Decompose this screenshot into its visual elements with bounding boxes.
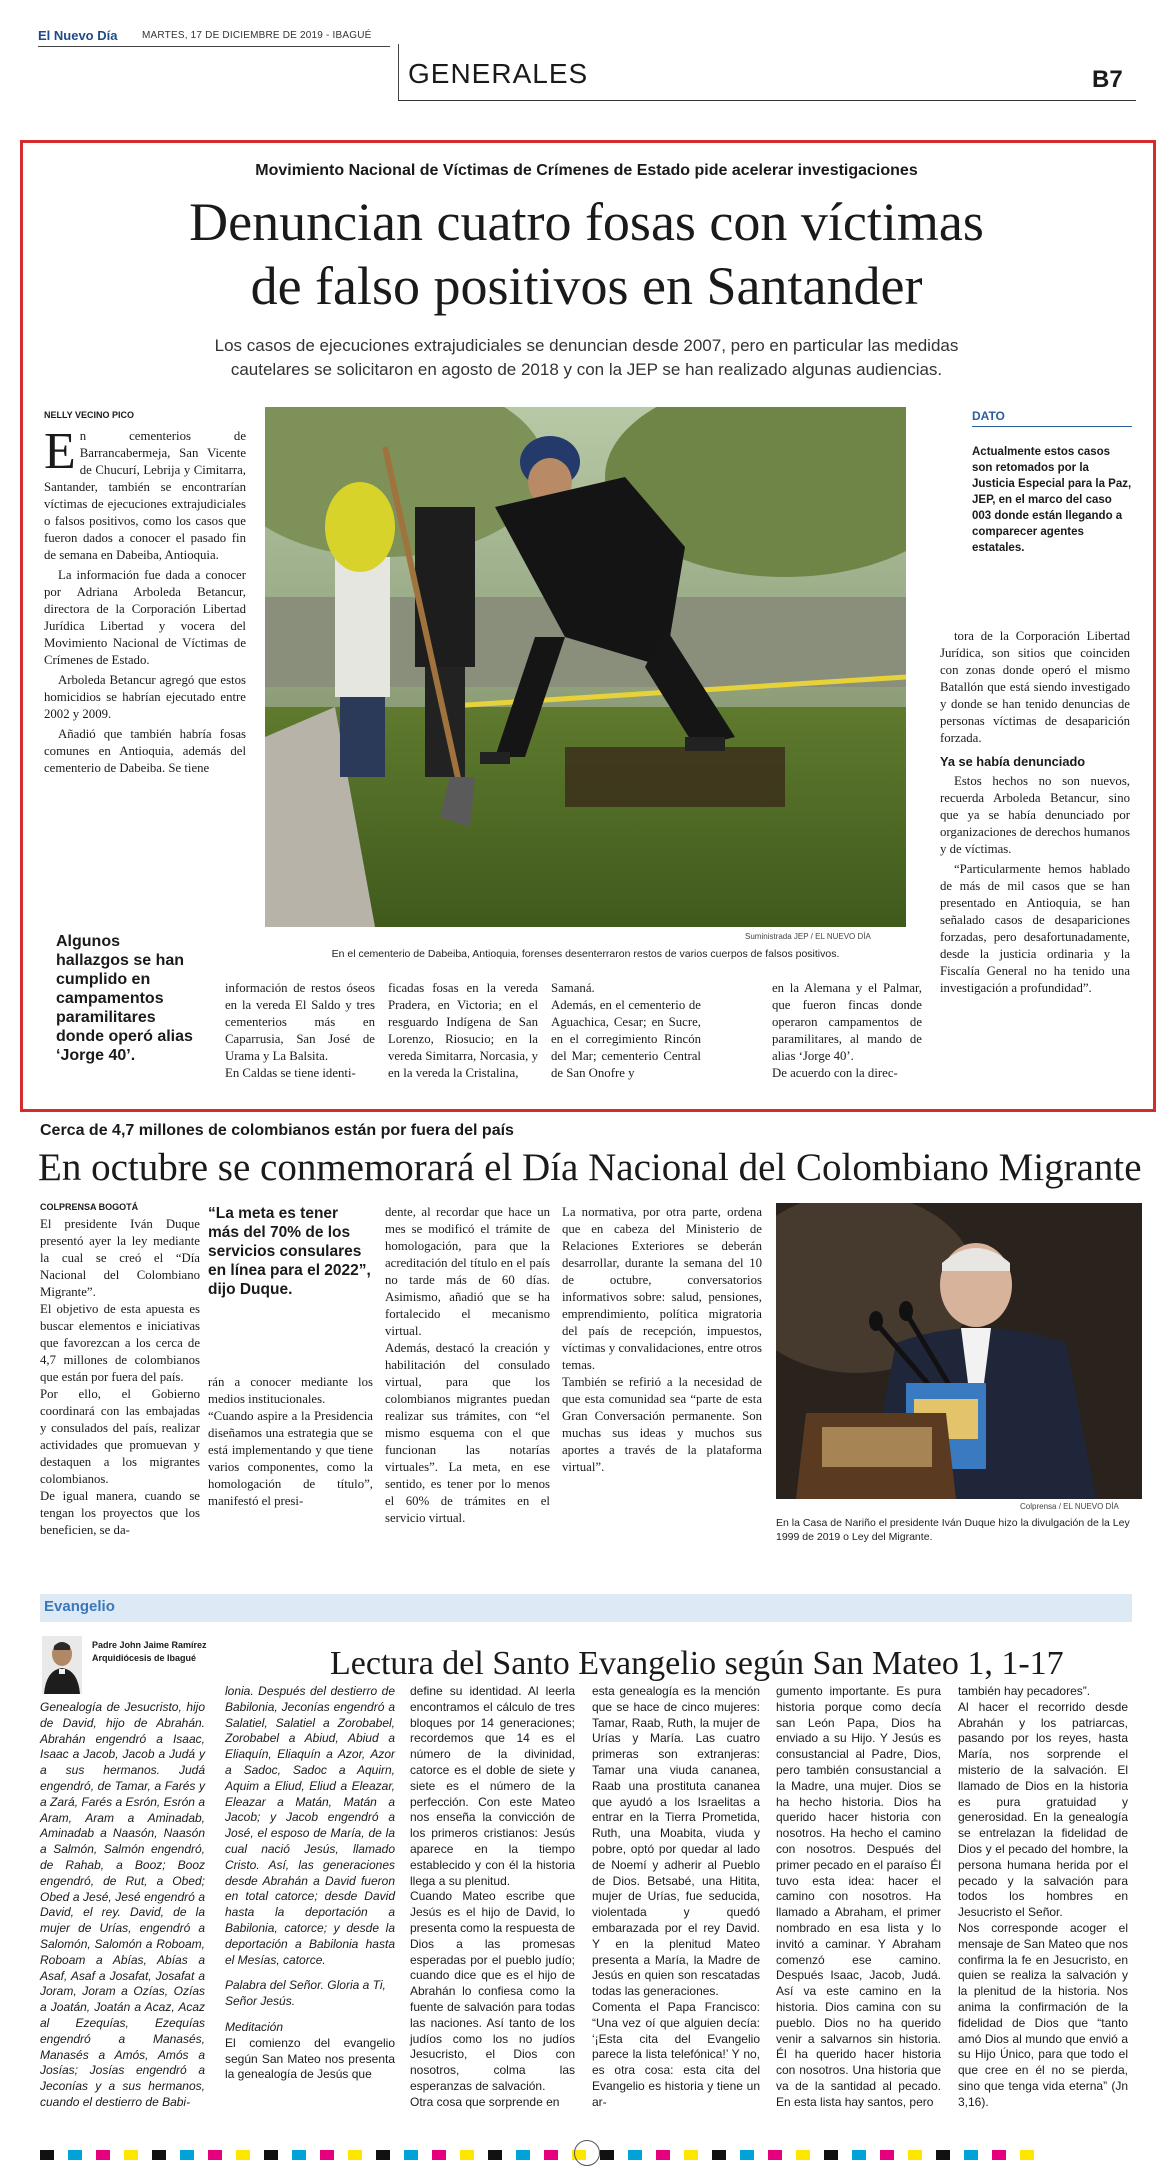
article1-headline-line2: de falso positivos en Santander [250,256,923,316]
dato-rule [972,426,1132,427]
article2-col3: dente, al recordar que hace un mes se modificó el trámite de homologación, para que la acreditación del título en el país no tarde más de 60 días. Asimismo, añadió que se ha fortalecido el mecanismo virtual. Además, destacó la creación y habilitación del consulado virtual, para que los colombianos migrantes puedan realizar sus trámites, con “el mismo esquema con el que funcionan las notarías virtuales”. La meta, en ese sentido, es tener por lo menos el 60% de trámites en el servicio virtual. [385,1205,550,1525]
author-avatar [42,1636,82,1694]
article1-pullquote: Algunos hallazgos se han cumplido en campamentos paramilitares donde operó alias ‘Jorge 40’. [56,933,193,1064]
article2-photo-credit: Colprensa / EL NUEVO DÍA [1020,1502,1119,1511]
subhead: Ya se había denunciado [940,754,1086,769]
dropcap: E [44,423,76,480]
registration-mark-icon [574,2140,600,2166]
col2-tail: El comienzo del evangelio según San Mateo nos presenta la genealogía de Jesús que [225,2035,395,2082]
article3-col6: también hay pecadores”. Al hacer el recorrido desde Abrahán y los patriarcas, pasando por los reyes, hasta María, nos sorprende el misterio de la salvación. El llamado de Dios en la historia es pura gratuidad y generosidad. En la genealogía se entrelazan la fidelidad de Dios y el pecado del hombre, la persona humana herida por el pecado y la salvación para todos los hombres en Jesucristo el Señor. Nos corresponde acoger el mensaje de San Mateo que nos confirma la fe en Jesucristo, en quien se realiza la salvación y la plenitud de la historia. Nos anima la confirmación de la fidelidad de Dios que “tanto amó Dios al mundo que envió a su Hijo Único, para que todo el que cree en él no se pierda, sino que tenga vida eterna” (Jn 3,16). [958,1684,1128,2109]
article1-deck-line2: cautelares se solicitaron en agosto de 2018 y con la JEP se han realizado algunas audiencias. [230,360,943,379]
masthead-rule [398,100,1136,101]
article1-deck-line1: Los casos de ejecuciones extrajudiciales se denuncian desde 2007, pero en particular las medidas [214,336,959,355]
article3-col2 [225,1684,395,2083]
col2-closing: Palabra del Señor. Gloria a Ti, Señor Jesús. [225,1978,386,2009]
article2-headline: En octubre se conmemorará el Día Nacional del Colombiano Migrante [38,1146,1142,1189]
article1-kicker: Movimiento Nacional de Víctimas de Crímenes de Estado pide acelerar investigaciones [255,162,918,179]
masthead-logo: El Nuevo Día [38,28,118,43]
article1-photo-credit: Suministrada JEP / EL NUEVO DÍA [745,932,871,941]
article2-photo-caption: En la Casa de Nariño el presidente Iván Duque hizo la divulgación de la Ley 1999 de 2019 o Ley del Migrante. [776,1517,1130,1543]
article1-byline: NELLY VECINO PICO [44,410,135,420]
evangelio-band [40,1594,1132,1622]
masthead-date: MARTES, 17 DE DICIEMBRE DE 2019 - IBAGUÉ [142,30,372,41]
article2-col2: rán a conocer mediante los medios institucionales. “Cuando aspire a la Presidencia diseñamos una estrategia que se está implementando y que tiene varios componentes, como la homologación de título”, manifestó el presi- [208,1375,373,1508]
article2-byline: COLPRENSA BOGOTÁ [40,1202,139,1212]
author-name: Padre John Jaime Ramírez [92,1640,207,1650]
dato-text: Actualmente estos casos son retomados por la Justicia Especial para la Paz, JEP, en el marco del caso 003 donde están llegando a comparecer agentes estatales. [972,446,1132,554]
article1-bottom-col4: en la Alemana y el Palmar, que fueron fincas donde operaron campamentos de paramilitares, al mando de alias ‘Jorge 40’. De acuerdo con la direc- [772,981,922,1080]
col2-subhead: Meditación [225,2019,284,2034]
article1-bottom-col3: Samaná. Además, en el cementerio de Aguachica, Cesar; en Sucre, en el corregimiento Rincón del Mar; cementerio Central de San Onofre y [551,981,701,1080]
article1-photo [265,407,906,927]
article1-col1: En cementerios de Barrancabermeja, San Vicente de Chucurí, Lebrija y Cimitarra, Santander, también se encontrarían víctimas de ejecuciones extrajudiciales o falsos positivos, como los casos que fueron dados a conocer el pasado fin de semana en Dabeiba, Antioquia. La información fue dada a conocer por Adriana Arboleda Betancur, directora de la Corporación Libertad Jurídica Libertad y vocera del Movimiento Nacional de Víctimas de Crímenes de Estado. Arboleda Betancur agregó que estos homicidios se habrían ejecutado entre 2002 y 2009. Añadió que también habría fosas comunes en Antioquia, además del cementerio de Dabeiba. Se tiene [44,423,246,775]
article3-col5: gumento importante. Es pura historia porque como decía san León Papa, Dios ha enviado a su Hijo. Y Jesús es consustancial al Padre, Dios, pero también consustancial a la Madre, una mujer. Dios se ha hecho historia. Dios ha querido hacer historia con nosotros. Ha hecho el camino con nosotros. Después del primer pecado en el paraíso Él tuvo esta idea: hacer el camino con nosotros. Ha llamado a Abraham, el primer nombrado en esa lista y lo invitó a caminar. Y Abraham comenzó ese camino. Después Isaac, Jacob, Judá. Así va este camino en la historia. Dios camina con su pueblo. Dios no ha querido venir a salvarnos sin historia. Él ha querido hacer historia con nosotros. Una historia que va de la santidad al pecado. En esta lista hay santos, pero [776,1684,941,2109]
article1-photo-caption: En el cementerio de Dabeiba, Antioquia, forenses desenterraron restos de varios cuerpos de falsos positivos. [331,948,840,960]
dato-label: DATO [972,409,1005,423]
section-title: GENERALES [408,58,589,89]
article2-kicker: Cerca de 4,7 millones de colombianos están por fuera del país [40,1122,514,1139]
masthead-rule-short [38,46,390,47]
author-title: Arquidiócesis de Ibagué [92,1653,197,1663]
article3-col3: define su identidad. Al leerla encontramos el cálculo de tres bloques por 14 generaciones; recordemos que 14 es el número de la divinidad, catorce es el doble de siete y siete es el número de la perfección. Con este Mateo nos enseña la convicción de los primeros cristianos: Jesús aparece en la tiempo establecido y con él la historia llega a su plenitud. Cuando Mateo escribe que Jesús es el hijo de David, lo presenta como la respuesta de Dios a las promesas esperadas por el pueblo judío; cuando dice que es el hijo de Abrahán lo confiesa como la fuente de salvación para todas las naciones. Así tanto de los judíos como los no judíos Jesucristo, el Dios con nosotros, colma las esperanzas de salvación. Otra cosa que sorprende en [410,1684,575,2109]
article1-bottom-col1: información de restos óseos en la vereda El Saldo y tres cementerios más en Caparrusia, San José de Urama y La Balsita. En Caldas se tiene identi- [225,981,375,1080]
col2-genealogy: lonia. Después del destierro de Babilonia, Jeconías engendró a Salatiel, Salatiel a Zorobabel, Zorobabel a Abiud, Abiud a Eliaquín, Eliaquín a Azor, Azor a Sadoc, Sadoc a Aquirn, Aquim a Eliud, Eliud a Eleazar, Eleazar a Matán, Matán a Jacob; y Jacob engendró a José, el esposo de María, de la cual nació Jesús, llamado Cristo. Así, las generaciones desde Abrahán a David fueron en total catorce; desde David hasta la deportación a Babilonia, catorce; y desde la deportación a Babilonia hasta el Mesías, catorce. [225,1684,395,1967]
evangelio-section-label: Evangelio [44,1598,115,1615]
article1-headline-line1: Denuncian cuatro fosas con víctimas [189,192,984,252]
article2-photo [776,1203,1142,1499]
article2-col4: La normativa, por otra parte, ordena que en cabeza del Ministerio de Relaciones Exteriores se deberán desarrollar, durante la semana del 10 de octubre, conversatorios informativos sobre: salud, pensiones, emprendimiento, política migratoria del país de recepción, impuestos, víctimas y convalidaciones, entre otros temas. También se refirió a la necesidad de que esta comunidad sea “parte de esta Gran Conversación permanente. Son muchas sus ideas y muchos sus aportes a través de la plataforma virtual”. [562,1205,762,1474]
page-number: B7 [1092,66,1123,93]
article1-right-col: tora de la Corporación Libertad Jurídica, son sitios que coinciden con zonas donde operó el mismo Batallón que está siendo investigado y donde se han tenido denuncias de personas víctimas de desaparición forzada. Ya se había denunciado Estos hechos no son nuevos, recuerda Arboleda Betancur, sino que ya se había denunciado por organizaciones de derechos humanos y de víctimas. “Particularmente hemos hablado de más de mil casos que se han presentado en Antioquia, se han señalado casos de desapariciones forzadas, pero desafortunadamente, desde la justicia ordinaria y la Fiscalía General no ha tenido una investigación a profundidad”. [940,629,1130,995]
article2-pullquote: “La meta es tener más del 70% de los servicios consulares en línea para el 2022”, dijo Duque. [208,1205,371,1298]
section-divider [398,44,399,100]
article3-headline: Lectura del Santo Evangelio según San Mateo 1, 1-17 [330,1645,1064,1682]
article1-bottom-col2: ficadas fosas en la vereda Pradera, en Victoria; en el resguardo Indígena de San Lorenzo, Riosucio; en la vereda Simitarra, Norcasia, y en la vereda la Cristalina, [388,981,538,1080]
article3-col4: esta genealogía es la mención que se hace de cinco mujeres: Tamar, Raab, Ruth, la mujer de Urías y María. Las cuatro primeras son extranjeras: Tamar una viuda cananea, Raab una prostituta cananea que ayudó a los Israelitas a entrar en la Tierra Prometida, Ruth, una Moabita, viuda y pobre, optó por quedar al lado de Noemí y adherir al Pueblo de Dios. Betsabé, una Hitita, mujer de Urías, fue seducida, violentada y quedó embarazada por el rey David. Y en la plenitud Mateo presenta a María, la Madre de Jesús en quien son rescatadas todas las generaciones. Comenta el Papa Francisco: “Una vez oí que alguien decía: ‘¡Esta cita del Evangelio parece la lista telefónica!’ Y no, es otra cosa: esta cita del Evangelio es historia y tiene un ar- [592,1684,760,2109]
article3-col1: Genealogía de Jesucristo, hijo de David, hijo de Abrahán. Abrahán engendró a Isaac, Isaac a Jacob, Jacob a Judá y a sus hermanos. Judá engendró, de Tamar, a Farés y a Zará, Farés a Esrón, Esrón a Aram, Aram a Aminadab, Aminadab a Naasón, Naasón a Salmón, Salmón engendró, de Rahab, a Booz; Booz engendró, de Rut, a Obed; Obed a Jesé, Jesé engendró a David, el rey. David, de la mujer de Urías, engendró a Salomón, Salomón a Roboam, Roboam a Abías, Abías a Asaf, Asaf a Josafat, Josafat a Joram, Joram a Ozías, Ozías a Joatán, Joatán a Acaz, Acaz al Ezequías, Ezequías engendró a Manasés, Manasés a Amós, Amós a Josías; Josías engendró a Jeconías y a sus hermanos, cuando el destierro de Babi- [40,1700,205,2109]
article2-col1: El presidente Iván Duque presentó ayer la ley mediante la cual se creó el “Día Nacional del Colombiano Migrante”. El objetivo de esta apuesta es buscar elementos e iniciativas que favorezcan a los cerca de 4,7 millones de colombianos que están por fuera del país. Por ello, el Gobierno coordinará con las embajadas y consulados del país, realizar actividades que promuevan y destaquen a los migrantes colombianos. De igual manera, cuando se tengan los proyectos que los beneficien, se da- [40,1217,200,1537]
